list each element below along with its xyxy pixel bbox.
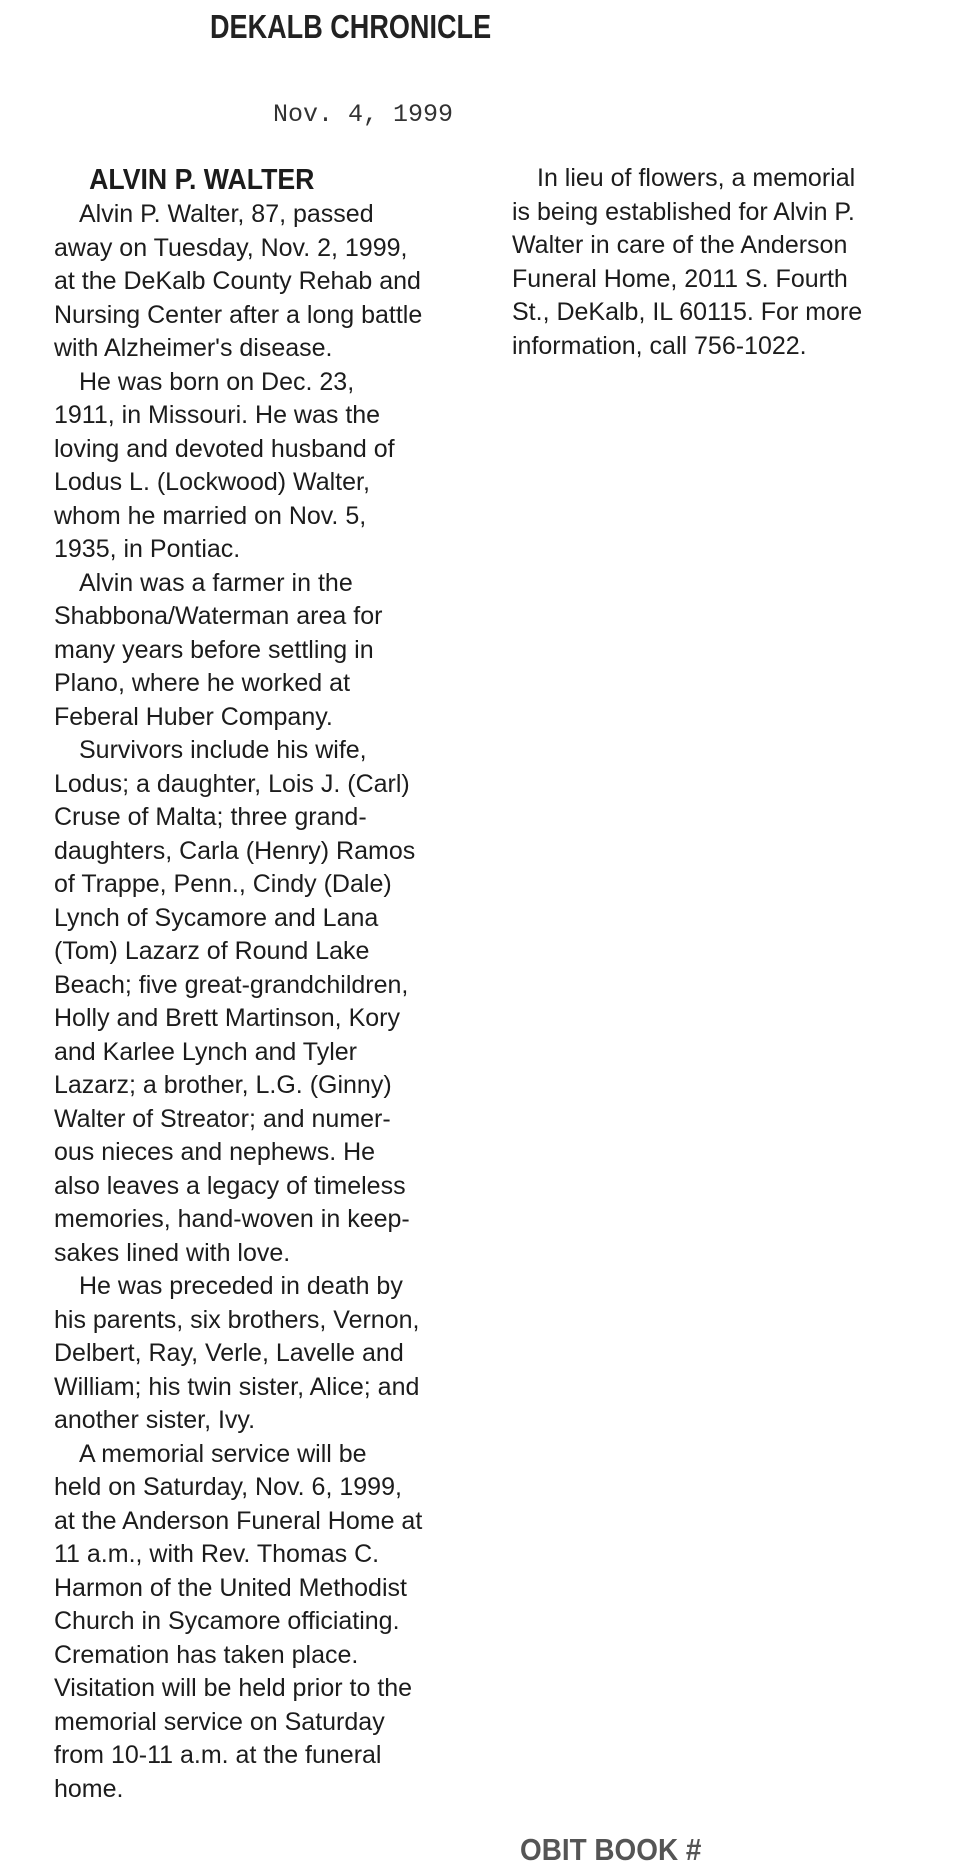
obituary-headline: ALVIN P. WALTER: [89, 164, 315, 196]
obituary-left-column: [54, 162, 472, 1806]
paragraph-memorial: In lieu of flowers, a memorial is being established for Alvin P. Walter in care of the Anderson Funeral Home, 2011 S. Fourth St., DeKalb, IL 60115. For more information, call 756-1022.: [512, 164, 863, 360]
publication-date: Nov. 4, 1999: [273, 100, 454, 129]
paragraph-preceded: He was preceded in death by his parents, six brothers, Vernon, Delbert, Ray, Verle, Lavelle and William; his twin sister, Alice; and another sister, Ivy.: [54, 1272, 420, 1434]
paragraph-service: A memorial service will be held on Saturday, Nov. 6, 1999, at the Anderson Funeral Home at 11 a.m., with Rev. Thomas C. Harmon of the United Methodist Church in Sycamore officiating. Cremation has taken place. Visitation will be held prior to the memorial service on Saturday from 10-11 a.m. at the funeral home.: [54, 1439, 423, 1803]
paragraph-death: Alvin P. Walter, 87, passed away on Tuesday, Nov. 2, 1999, at the DeKalb County Rehab and Nursing Center after a long battle with Alzheimer's disease.: [54, 200, 423, 362]
paragraph-survivors: Survivors include his wife, Lodus; a daughter, Lois J. (Carl) Cruse of Malta; three grand- daughters, Carla (Henry) Ramos of Trappe, Penn., Cindy (Dale) Lynch of Sycamore and Lana (Tom) Lazarz of Round Lake Beach; five great-grandchildren, Holly and Brett Martinson, Kory and Karlee Lynch and Tyler Lazarz; a brother, L.G. (Ginny) Walter of Streator; and numer- ous nieces and nephews. He also leaves a legacy of timeless memories, hand-woven in keep- sakes lined with love.: [54, 736, 416, 1267]
obituary-right-column: [512, 162, 926, 363]
paragraph-career: Alvin was a farmer in the Shabbona/Waterman area for many years before settling in Plano, where he worked at Feberal Huber Company.: [54, 568, 383, 731]
obit-book-stamp: OBIT BOOK #: [520, 1832, 702, 1867]
paragraph-birth: He was born on Dec. 23, 1911, in Missouri. He was the loving and devoted husband of Lodus L. (Lockwood) Walter, whom he married on Nov. 5, 1935, in Pontiac.: [54, 367, 395, 563]
newspaper-name: DEKALB CHRONICLE: [210, 8, 492, 45]
